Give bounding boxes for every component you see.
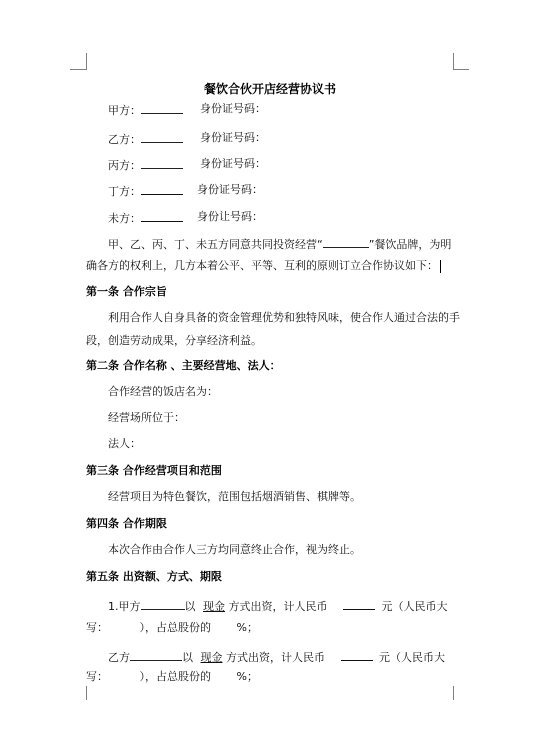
id-label: 身份证号码：	[200, 131, 266, 144]
intro-text: 确各方的权利上，几方本着公平、平等、互利的原则订立合作协议如下：	[86, 259, 438, 272]
text: 方式出资，计人民币	[228, 600, 328, 613]
text: 写：	[86, 621, 108, 634]
party-line-3	[108, 157, 266, 173]
article-5-heading: 第五条 出资额、方式、期限	[86, 570, 222, 583]
text: ），占总股份的	[139, 670, 211, 683]
intro-line-2	[86, 259, 441, 273]
party-label: 乙方：	[108, 133, 141, 146]
crop-mark-top-left-v	[86, 53, 87, 70]
contributor-label: 乙方	[108, 651, 130, 664]
crop-mark-bottom-left-v	[86, 686, 87, 700]
party-label: 丁方：	[108, 185, 141, 198]
text: 方式出资，计人民币	[226, 651, 325, 664]
article-4-heading: 第四条 合作期限	[86, 517, 167, 530]
rmb-blank[interactable]	[341, 649, 373, 661]
intro-line-1	[108, 236, 451, 252]
name-blank[interactable]	[141, 102, 183, 114]
crop-mark-top-right-h	[453, 69, 469, 70]
contributor-label: 1.甲方	[108, 600, 141, 613]
cash-term: 现金	[203, 600, 225, 613]
amount-blank[interactable]	[130, 649, 182, 661]
rmb-blank[interactable]	[333, 650, 341, 661]
crop-mark-top-left-h	[70, 69, 86, 70]
name-blank[interactable]	[141, 131, 183, 143]
contribution-1-line-1	[108, 598, 448, 614]
rmb-blank[interactable]	[335, 599, 343, 610]
text: 写：	[86, 670, 108, 683]
article-4-text: 本次合作由合作人三方均同意终止合作，视为终止。	[108, 543, 361, 556]
article-3-text: 经营项目为特色餐饮，范围包括烟酒销售、棋牌等。	[108, 490, 361, 503]
text: 以	[184, 600, 196, 613]
id-label: 身份让号码：	[197, 210, 263, 223]
intro-text: 甲、乙、丙、丁、未五方同意共同投资经营“	[108, 238, 323, 251]
party-line-2	[108, 131, 266, 147]
article-1-text-2: 段，创造劳动成果，分享经济利益。	[86, 334, 262, 347]
article-2-legal: 法人：	[108, 437, 141, 450]
name-blank[interactable]	[141, 183, 183, 195]
party-line-5	[108, 210, 263, 226]
article-3-heading: 第三条 合作经营项目和范围	[86, 464, 222, 477]
party-label: 未方：	[108, 212, 141, 225]
id-label: 身份证号码：	[197, 183, 263, 196]
name-blank[interactable]	[141, 157, 183, 169]
id-label: 身份证号码：	[200, 157, 266, 170]
article-2-location: 经营场所位于：	[108, 411, 185, 424]
intro-text: ”餐饮品牌，为明	[368, 238, 452, 251]
contribution-1-line-2	[86, 621, 258, 635]
article-1-text-1: 利用合作人自身具备的资金管理优势和独特风味，使合作人通过合法的手	[108, 311, 460, 324]
party-label: 甲方：	[108, 104, 141, 117]
text: 元（人民币大	[379, 651, 445, 664]
rmb-blank[interactable]	[343, 598, 375, 610]
text: 元（人民币大	[381, 600, 448, 613]
text: %；	[236, 670, 258, 683]
cash-term: 现金	[200, 651, 223, 664]
text-cursor	[440, 260, 441, 273]
text: %；	[236, 621, 258, 634]
crop-mark-top-right-v	[453, 53, 454, 70]
article-1-heading: 第一条 合作宗旨	[86, 285, 167, 298]
contribution-2-line-1	[108, 649, 445, 665]
party-line-4	[108, 183, 263, 199]
contribution-2-line-2	[86, 670, 258, 684]
document-title: 餐饮合伙开店经营协议书	[203, 82, 336, 96]
text: 以	[182, 651, 193, 664]
name-blank[interactable]	[141, 210, 183, 222]
amount-blank[interactable]	[141, 598, 185, 610]
id-label: 身份证号码：	[200, 102, 266, 115]
brand-blank[interactable]	[323, 236, 369, 248]
article-2-name: 合作经营的饭店名为：	[108, 385, 218, 398]
party-line-1	[108, 102, 266, 118]
crop-mark-bottom-right-v	[453, 686, 454, 700]
text: ），占总股份的	[139, 621, 211, 634]
party-label: 丙方：	[108, 159, 141, 172]
article-2-heading: 第二条 合作名称 、主要经营地、法人：	[86, 359, 281, 372]
